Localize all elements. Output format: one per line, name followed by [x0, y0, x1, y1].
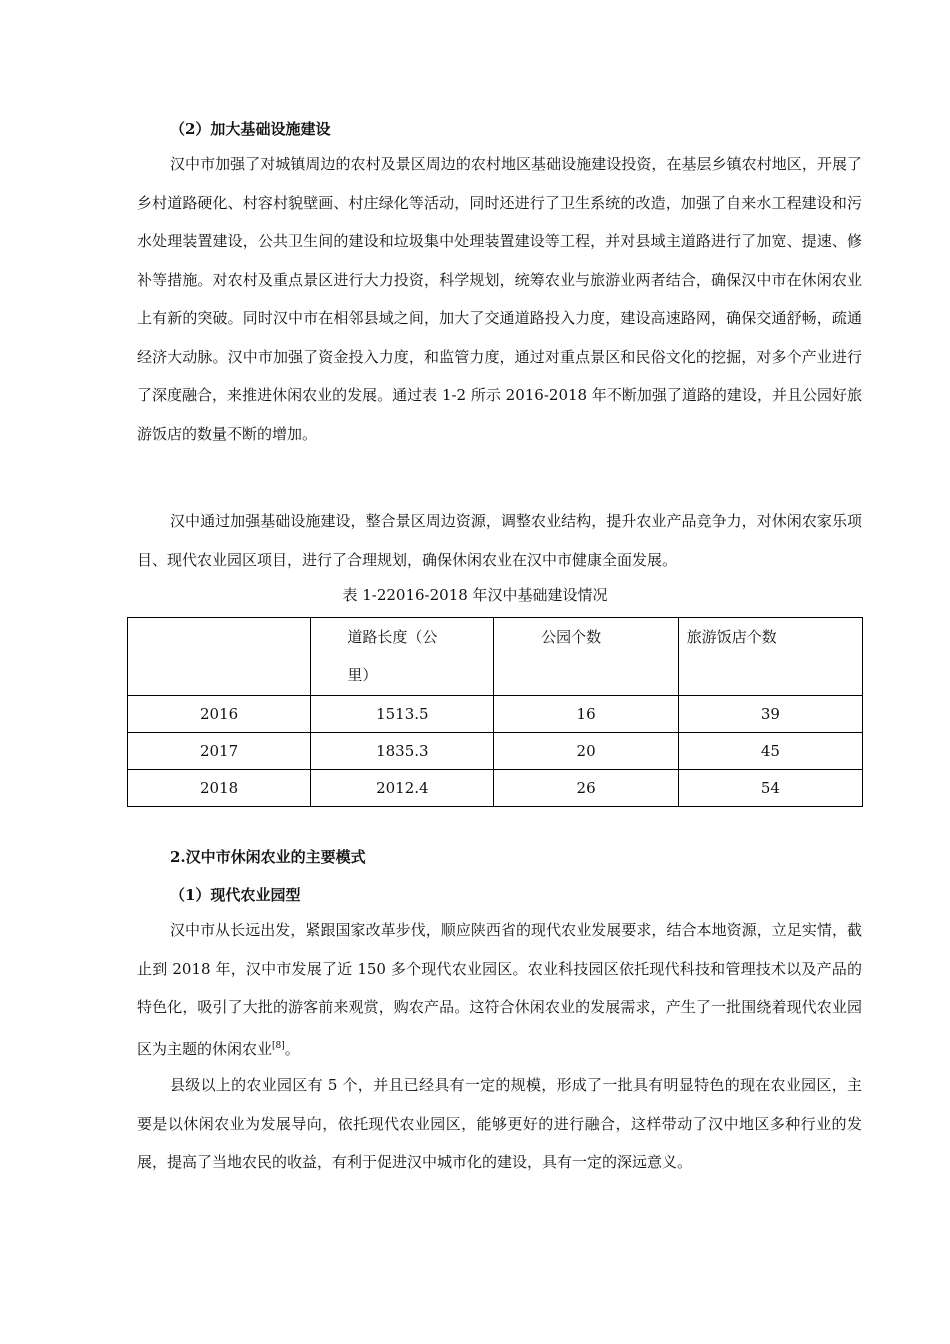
table-row — [128, 733, 863, 770]
paragraph-infrastructure-2: 汉中通过加强基础设施建设，整合景区周边资源，调整农业结构，提升农业产品竞争力，对休闲农家乐项目、现代农业园区项目，进行了合理规划，确保休闲农业在汉中市健康全面发展。 — [137, 512, 862, 569]
table-header-cell: 旅游饭店个数 — [678, 618, 862, 696]
table-cell: 26 — [494, 770, 678, 807]
table-header-cell — [311, 618, 494, 696]
subsection-heading-modern-park: （1）现代农业园型 — [170, 886, 301, 904]
table-cell: 16 — [494, 696, 678, 733]
table-cell: 1835.3 — [311, 733, 494, 770]
paragraph-end-punct: 。 — [284, 1039, 300, 1058]
table-caption: 表 1-22016-2018 年汉中基础建设情况 — [342, 586, 608, 604]
section-heading-modes: 2.汉中市休闲农业的主要模式 — [170, 848, 366, 866]
table-header-cell — [494, 618, 678, 696]
table-row — [128, 770, 863, 807]
table-header-cell — [128, 618, 311, 696]
table-cell: 45 — [678, 733, 862, 770]
infrastructure-table — [127, 617, 863, 807]
table-cell: 2016 — [128, 696, 311, 733]
paragraph-modern-park-1-text: 汉中市从长远出发，紧跟国家改革步伐，顺应陕西省的现代农业发展要求，结合本地资源，立足实情，截止到 2018 年，汉中市发展了近 150 多个现代农业园区。农业科技园区依托现代科技和管理技术以及产品的特色化，吸引了大批的游客前来观赏，购农产品。这符合休闲农业的发展需求，产生了一批围绕着现代农业园区为主题的休闲农业 — [137, 921, 862, 1058]
table-cell: 2018 — [128, 770, 311, 807]
table-cell: 1513.5 — [311, 696, 494, 733]
table-cell: 39 — [678, 696, 862, 733]
table-cell: 2017 — [128, 733, 311, 770]
table-cell: 20 — [494, 733, 678, 770]
header-road-length: 道路长度（公里） — [347, 628, 438, 684]
citation-ref[interactable]: [8] — [272, 1040, 285, 1051]
header-park-count: 公园个数 — [541, 628, 602, 646]
table-cell: 54 — [678, 770, 862, 807]
paragraph-modern-park-2: 县级以上的农业园区有 5 个，并且已经具有一定的规模，形成了一批具有明显特色的现在农业园区，主要是以休闲农业为发展导向，依托现代农业园区，能够更好的进行融合，这样带动了汉中地区多种行业的发展，提高了当地农民的收益，有利于促进汉中城市化的建设，具有一定的深远意义。 — [137, 1076, 862, 1171]
paragraph-modern-park-1 — [137, 911, 862, 1068]
table-row — [128, 696, 863, 733]
paragraph-infrastructure-1: 汉中市加强了对城镇周边的农村及景区周边的农村地区基础设施建设投资，在基层乡镇农村地区，开展了乡村道路硬化、村容村貌壁画、村庄绿化等活动，同时还进行了卫生系统的改造，加强了自来水工程建设和污水处理装置建设，公共卫生间的建设和垃圾集中处理装置建设等工程，并对县域主道路进行了加宽、提速、修补等措施。对农村及重点景区进行大力投资，科学规划，统筹农业与旅游业两者结合，确保汉中市在休闲农业上有新的突破。同时汉中市在相邻县域之间，加大了交通道路投入力度，建设高速路网，确保交通舒畅，疏通经济大动脉。汉中市加强了资金投入力度，和监管力度，通过对重点景区和民俗文化的挖掘，对多个产业进行了深度融合，来推进休闲农业的发展。通过表 1-2 所示 2016-2018 年不断加强了道路的建设，并且公园好旅游饭店的数量不断的增加。 — [137, 155, 862, 443]
table-header-row — [128, 618, 863, 696]
section-heading-infrastructure: （2）加大基础设施建设 — [170, 120, 331, 138]
table-cell: 2012.4 — [311, 770, 494, 807]
